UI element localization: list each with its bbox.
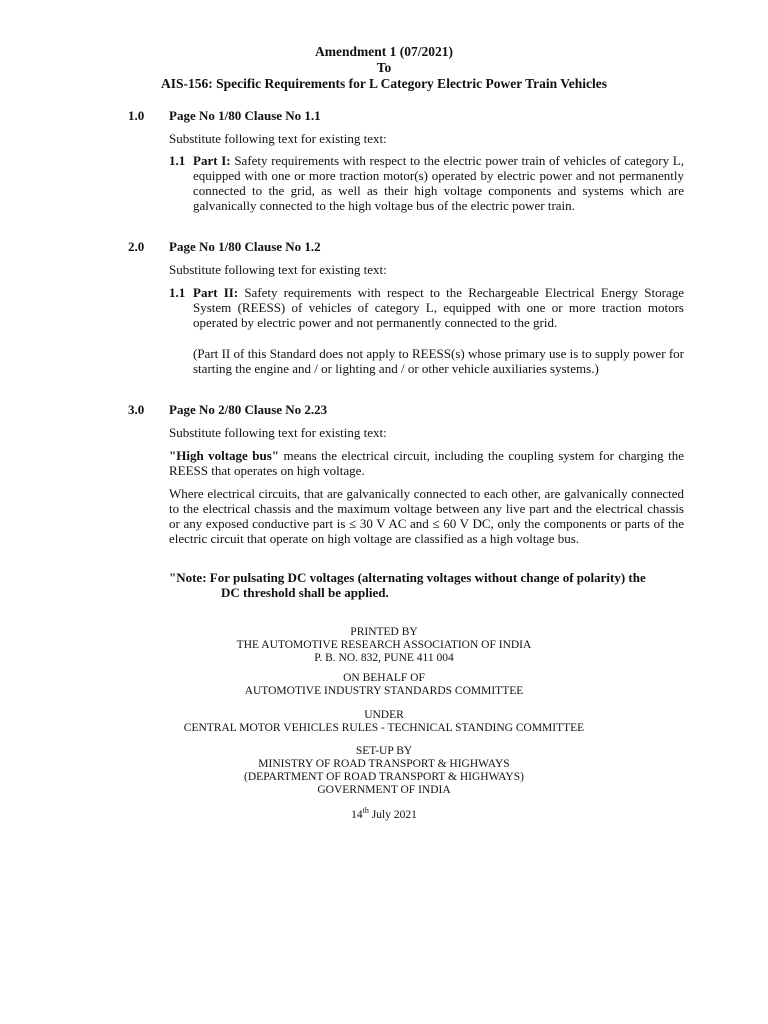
clause-body: Safety requirements with respect to the Rechargeable Electrical Energy Storage System (REESS) of vehicles of category L, equipped with one or more traction motors operated by electric power and not permanently connected to the grid. [193, 285, 684, 330]
section-title: Page No 1/80 Clause No 1.1 [169, 108, 321, 123]
section-title: Page No 2/80 Clause No 2.23 [169, 402, 328, 417]
setup-block [0, 745, 768, 797]
committee-name: AUTOMOTIVE INDUSTRY STANDARDS COMMITTEE [244, 685, 524, 697]
clause-note: (Part II of this Standard does not apply to REESS(s) whose primary use is to supply power for starting the engine and / or lighting and / or other vehicle auxiliaries systems.) [193, 346, 684, 376]
standard-title: AIS-156: Specific Requirements for L Category Electric Power Train Vehicles [160, 76, 608, 91]
definition-paragraph [169, 448, 684, 478]
clause-lead: Part II: [193, 285, 239, 300]
clause-item [169, 153, 684, 213]
date-ordinal: th [362, 806, 369, 816]
printed-by-block [0, 626, 768, 665]
document-header [0, 44, 768, 92]
publisher-address: P. B. NO. 832, PUNE 411 004 [314, 652, 454, 664]
section-intro: Substitute following text for existing text: [169, 425, 387, 440]
document-date [0, 806, 768, 822]
under-block [0, 709, 768, 735]
amendment-to: To [376, 60, 392, 75]
definition-text: means the electrical circuit, including the coupling system for charging the REESS that operates on high voltage. [169, 448, 684, 478]
clause-item [169, 285, 684, 376]
section-intro: Substitute following text for existing text: [169, 262, 387, 277]
clause-number: 1.1 [169, 285, 186, 300]
on-behalf-label: ON BEHALF OF [343, 672, 425, 684]
body-paragraph: Where electrical circuits, that are galvanically connected to each other, are galvanically connected to the electrical chassis and the maximum voltage between any live part and the electrical chassis or any exposed conductive part is ≤ 30 V AC and ≤ 60 V DC, only the components or parts of the electric circuit that operate on high voltage are classified as a high voltage bus. [169, 486, 684, 546]
clause-number: 1.1 [169, 153, 186, 168]
clause-text [169, 285, 684, 330]
section-number: 1.0 [128, 108, 145, 123]
department-name: (DEPARTMENT OF ROAD TRANSPORT & HIGHWAYS) [244, 771, 524, 783]
amendment-title: Amendment 1 (07/2021) [315, 44, 453, 59]
rules-committee-name: CENTRAL MOTOR VEHICLES RULES - TECHNICAL STANDING COMMITTEE [183, 722, 585, 734]
note-paragraph [169, 570, 684, 600]
clause-lead: Part I: [193, 153, 231, 168]
note-line-1: "Note: For pulsating DC voltages (alternating voltages without change of polarity) the [169, 570, 646, 585]
section-title: Page No 1/80 Clause No 1.2 [169, 239, 321, 254]
clause-body: Safety requirements with respect to the electric power train of vehicles of category L, equipped with one or more traction motor(s) operated by electric power and not permanently connected to the grid, as well as their high voltage components and systems which are galvanically connected to the high voltage bus of the electric power train. [193, 153, 684, 213]
section-number: 2.0 [128, 239, 145, 254]
ministry-name: MINISTRY OF ROAD TRANSPORT & HIGHWAYS [258, 758, 510, 770]
note-line-2: DC threshold shall be applied. [221, 585, 389, 600]
setup-label: SET-UP BY [355, 745, 413, 757]
printed-by-label: PRINTED BY [350, 626, 418, 638]
date-month-year: July 2021 [368, 809, 417, 821]
government-name: GOVERNMENT OF INDIA [317, 784, 451, 796]
publisher-name: THE AUTOMOTIVE RESEARCH ASSOCIATION OF INDIA [236, 639, 532, 651]
on-behalf-block [0, 672, 768, 698]
clause-text [169, 153, 684, 213]
date-day: 14 [351, 809, 363, 821]
section-number: 3.0 [128, 402, 145, 417]
section-intro: Substitute following text for existing text: [169, 131, 387, 146]
definition-term: "High voltage bus" [169, 448, 280, 463]
under-label: UNDER [364, 709, 404, 721]
